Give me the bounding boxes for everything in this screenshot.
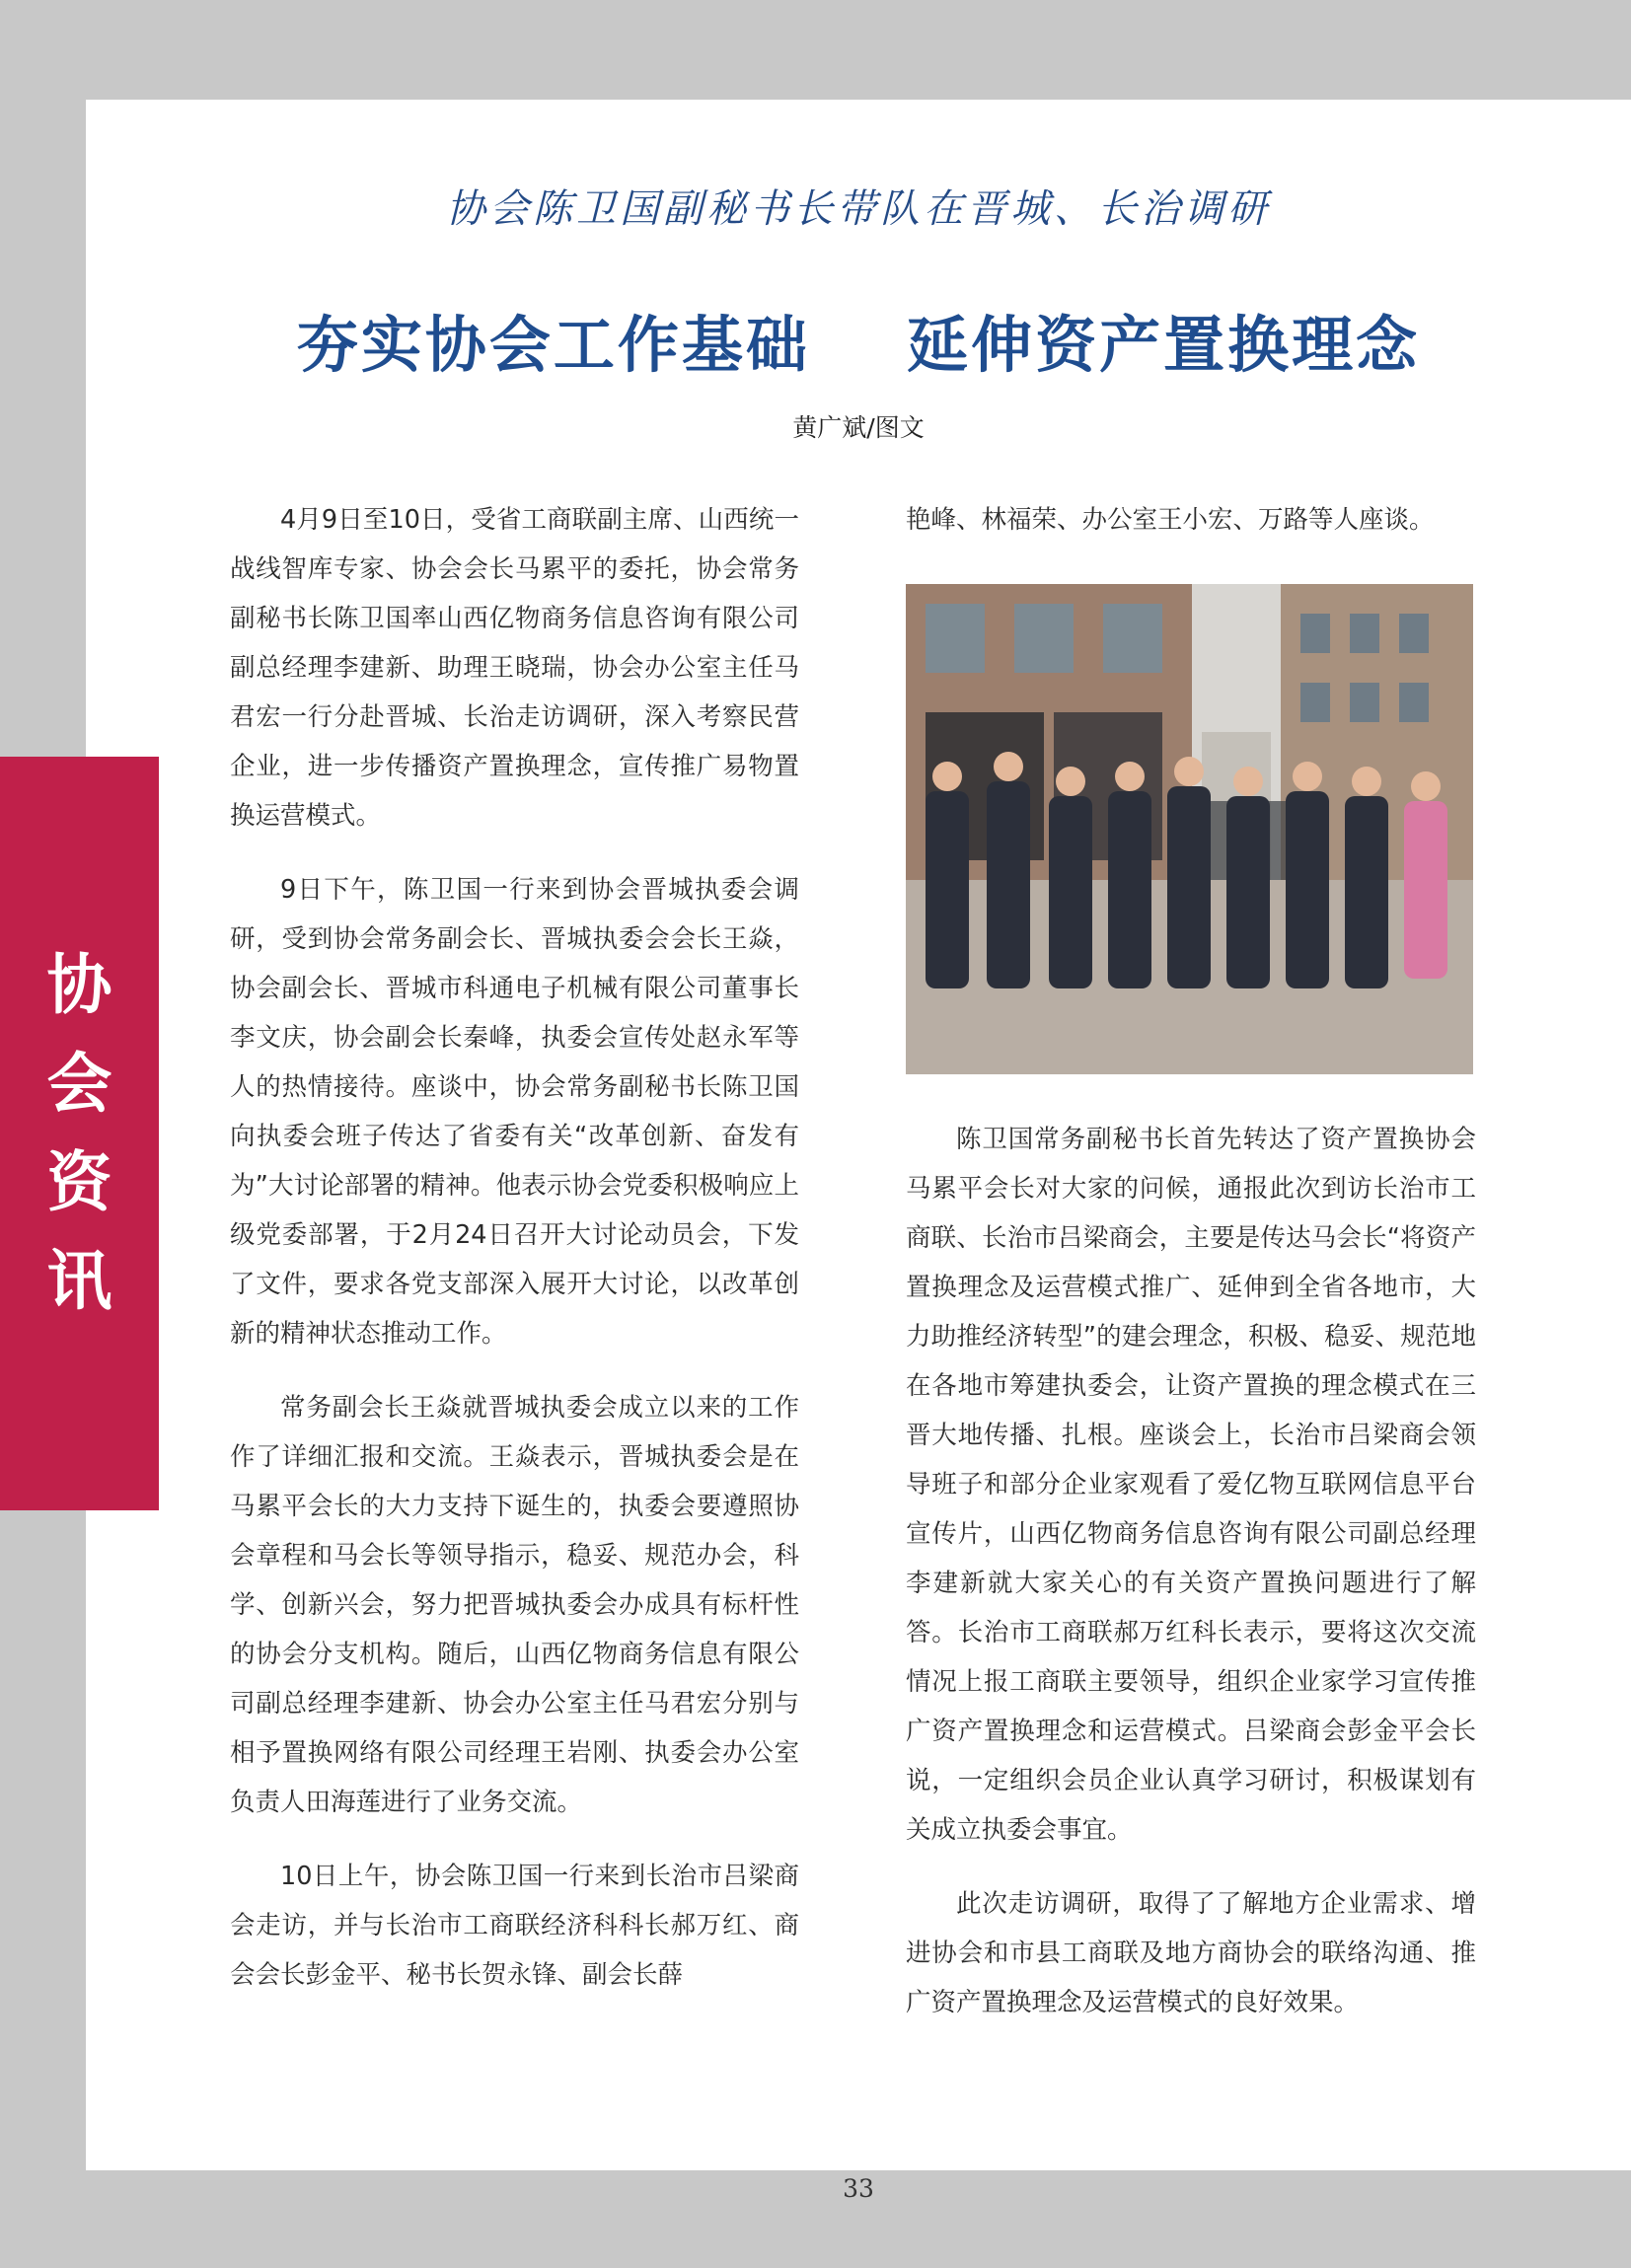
page-number: 33: [843, 2174, 874, 2203]
paragraph: 4月9日至10日，受省工商联副主席、山西统一战线智库专家、协会会长马累平的委托，协会常务副秘书长陈卫国率山西亿物商务信息咨询有限公司副总经理李建新、助理王晓瑞，协会办公室主任马君宏一行分赴晋城、长治走访调研，深入考察民营企业，进一步传播资产置换理念，宣传推广易物置换运营模式。: [230, 505, 799, 831]
article-headline: 夯实协会工作基础 延伸资产置换理念: [296, 309, 1421, 381]
paragraph: 艳峰、林福荣、办公室王小宏、万路等人座谈。: [906, 505, 1435, 535]
article-byline: 黄广斌/图文: [792, 413, 925, 442]
left-column: [230, 495, 799, 2024]
section-tab-char: 讯: [46, 1243, 112, 1319]
group-photo-icon: [906, 584, 1473, 1074]
paragraph: 9日下午，陈卫国一行来到协会晋城执委会调研，受到协会常务副会长、晋城执委会会长王焱，协会副会长、晋城市科通电子机械有限公司董事长李文庆，协会副会长秦峰，执委会宣传处赵永军等人的热情接待。座谈中，协会常务副秘书长陈卫国向执委会班子传达了省委有关“改革创新、奋发有为”大讨论部署的精神。他表示协会党委积极响应上级党委部署，于2月24日召开大讨论动员会，下发了文件，要求各党支部深入展开大讨论，以改革创新的精神状态推动工作。: [230, 875, 799, 1349]
group-photo: [906, 584, 1473, 1074]
paragraph: 10日上午，协会陈卫国一行来到长治市吕梁商会走访，并与长治市工商联经济科科长郝万红、商会会长彭金平、秘书长贺永锋、副会长薛: [230, 1862, 799, 1990]
paragraph: 常务副会长王焱就晋城执委会成立以来的工作作了详细汇报和交流。王焱表示，晋城执委会是在马累平会长的大力支持下诞生的，执委会要遵照协会章程和马会长等领导指示，稳妥、规范办会，科学、创新兴会，努力把晋城执委会办成具有标杆性的协会分支机构。随后，山西亿物商务信息有限公司副总经理李建新、协会办公室主任马君宏分别与相予置换网络有限公司经理王岩刚、执委会办公室负责人田海莲进行了业务交流。: [230, 1393, 799, 1817]
right-column-continuation: [906, 495, 1476, 569]
right-column: [906, 1115, 1476, 2052]
section-tab-char: 协: [46, 947, 112, 1023]
article-kicker: 协会陈卫国副秘书长带队在晋城、长治调研: [446, 186, 1271, 232]
paragraph: 陈卫国常务副秘书长首先转达了资产置换协会马累平会长对大家的问候，通报此次到访长治市工商联、长治市吕梁商会，主要是传达马会长“将资产置换理念及运营模式推广、延伸到全省各地市，大力助推经济转型”的建会理念，积极、稳妥、规范地在各地市筹建执委会，让资产置换的理念模式在三晋大地传播、扎根。座谈会上，长治市吕梁商会领导班子和部分企业家观看了爱亿物互联网信息平台宣传片，山西亿物商务信息咨询有限公司副总经理李建新就大家关心的有关资产置换问题进行了解答。长治市工商联郝万红科长表示，要将这次交流情况上报工商联主要领导，组织企业家学习宣传推广资产置换理念和运营模式。吕梁商会彭金平会长说，一定组织会员企业认真学习研讨，积极谋划有关成立执委会事宜。: [906, 1125, 1476, 1845]
section-tab: [0, 757, 159, 1510]
paragraph: 此次走访调研，取得了了解地方企业需求、增进协会和市县工商联及地方商协会的联络沟通、推广资产置换理念及运营模式的良好效果。: [906, 1889, 1476, 2017]
section-tab-char: 会: [46, 1046, 112, 1122]
section-tab-char: 资: [46, 1144, 112, 1220]
